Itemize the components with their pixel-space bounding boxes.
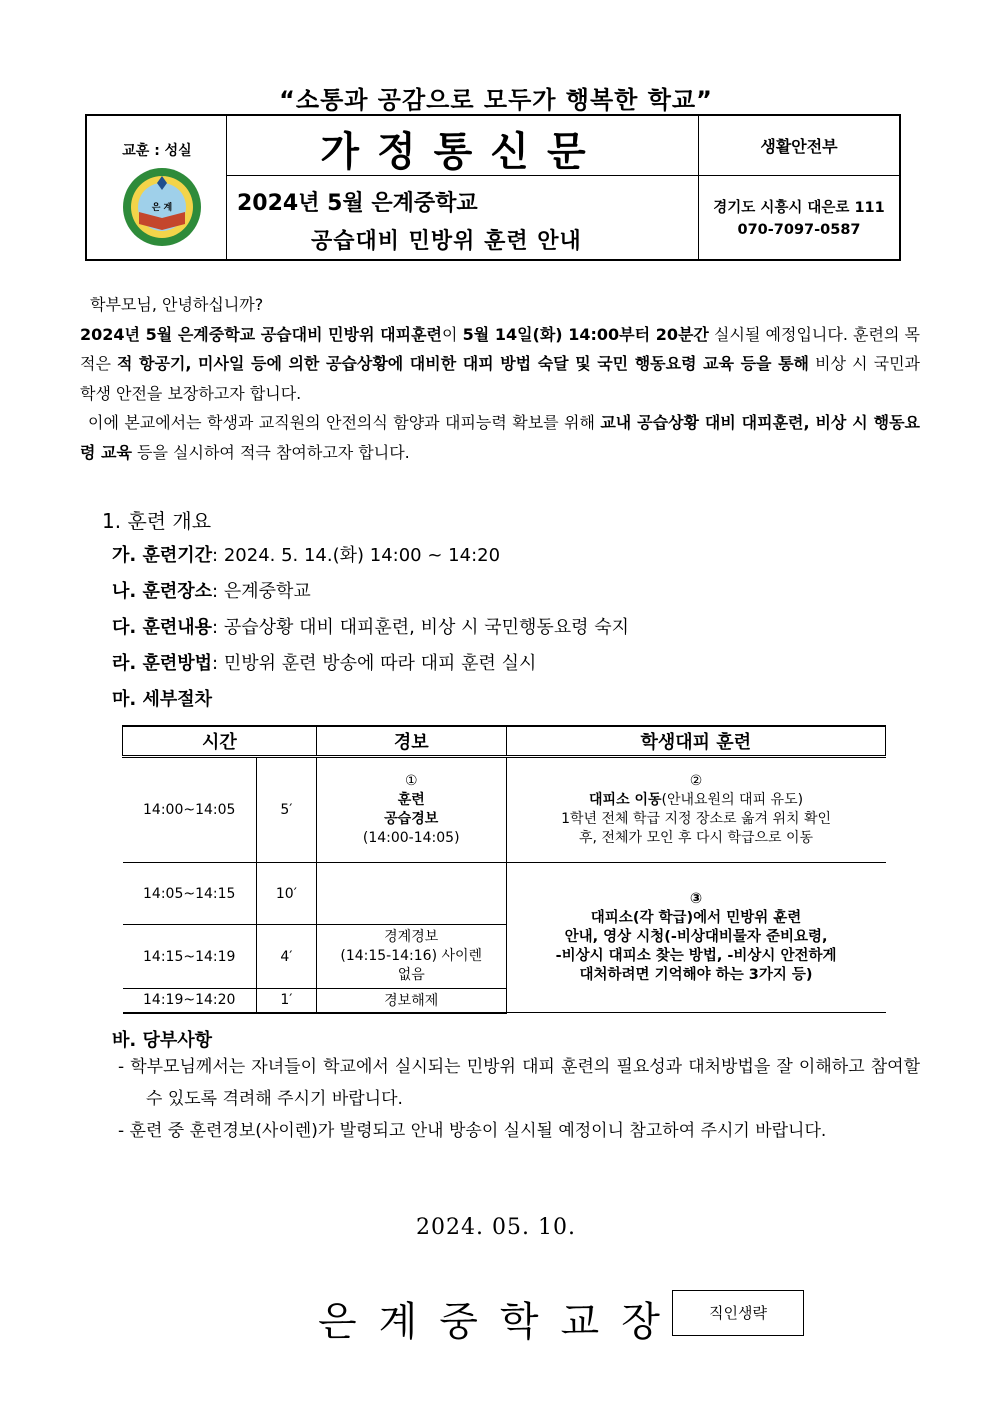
school-logo (121, 166, 203, 248)
duration-cell: 1′ (256, 989, 316, 1013)
alarm-cell: 경계경보 (14:15-14:16) 사이렌 없음 (316, 925, 506, 989)
table-row (123, 757, 886, 863)
note-item: - 학부모님께서는 자녀들이 학교에서 실시되는 민방위 대피 훈련의 필요성과 대처방법을 잘 이해하고 참여할 수 있도록 격려해 주시기 바랍니다. - 훈련 중 훈련경보(사이렌)가 발령되고 안내 방송이 실시될 예정이니 참고하여 주시기 바랍니다. (118, 1057, 920, 1141)
logo-text: 은 계 (151, 203, 173, 213)
time-cell: 14:00~14:05 (123, 757, 257, 863)
alarm-cell: 경보해제 (316, 989, 506, 1013)
alarm-cell (316, 863, 506, 925)
alarm-cell: ① 훈련 공습경보 (14:00-14:05) (316, 757, 506, 863)
notes-title: 바. 당부사항 (112, 1030, 213, 1051)
motto-label: 교훈 : 성실 (122, 143, 192, 159)
overview-item: 다. 훈련내용: 공습상황 대비 대피훈련, 비상 시 국민행동요령 숙지 (112, 617, 630, 638)
header-logo-cell (87, 116, 227, 259)
overview-item: 마. 세부절차 (112, 689, 213, 710)
intro-paragraph-1: 2024년 5월 은계중학교 공습대비 민방위 대피훈련이 5월 14일(화) 14:00부터 20분간 실시될 예정입니다. 훈련의 목적은 적 항공기, 미사일 등에 의한 공습상황에 대비한 대피 방법 숙달 및 국민 행동요령 교육 등을 통해 비상 시 국민과 학생 안전을 보장하고자 합니다. (80, 324, 921, 403)
school-motto: “소통과 공감으로 모두가 행복한 학교” (279, 86, 713, 114)
department: 생활안전부 (760, 137, 838, 156)
schedule-table (122, 725, 886, 1014)
time-cell: 14:19~14:20 (123, 989, 257, 1013)
school-address: 경기도 시흥시 대은로 111 (713, 200, 885, 216)
duration-cell: 10′ (256, 863, 316, 925)
intro-text (80, 290, 920, 467)
doc-title: 가정통신문 (320, 129, 604, 175)
greeting: 학부모님, 안녕하십니까? (90, 295, 264, 314)
evacuation-cell: ② 대피소 이동(안내요원의 대피 유도) 1학년 전체 학급 지정 장소로 옮겨 위치 확인 후, 전체가 모인 후 다시 학급으로 이동 (506, 757, 885, 863)
seal-omitted-box: 직인생략 (672, 1290, 804, 1336)
letter-header (85, 114, 901, 261)
school-phone: 070-7097-0587 (737, 222, 861, 238)
contact-cell (699, 176, 899, 259)
header-alarm: 경보 (316, 726, 506, 757)
duration-cell: 4′ (256, 925, 316, 989)
overview-item: 나. 훈련장소: 은계중학교 (112, 581, 311, 602)
intro-paragraph-2: 이에 본교에서는 학생과 교직원의 안전의식 함양과 대피능력 확보를 위해 교내 공습상황 대비 대피훈련, 비상 시 행동요령 교육 등을 실시하여 적극 참여하고자 합니다. (80, 413, 920, 462)
subtitle-line2: 공습대비 민방위 훈련 안내 (311, 229, 582, 254)
title-cell (227, 116, 699, 176)
table-header-row (123, 726, 886, 757)
overview-item: 가. 훈련기간: 2024. 5. 14.(화) 14:00 ~ 14:20 (112, 545, 501, 566)
header-evacuation: 학생대피 훈련 (506, 726, 885, 757)
time-cell: 14:05~14:15 (123, 863, 257, 925)
overview-item: 라. 훈련방법: 민방위 훈련 방송에 따라 대피 훈련 실시 (112, 653, 537, 674)
section-title: 1. 훈련 개요 (102, 509, 212, 533)
table-row (123, 863, 886, 925)
department-cell (699, 116, 899, 176)
subtitle-cell (227, 176, 699, 259)
issue-date: 2024. 05. 10. (416, 1215, 576, 1240)
subtitle-line1: 2024년 5월 은계중학교 (237, 191, 478, 216)
evacuation-cell: ③ 대피소(각 학급)에서 민방위 훈련 안내, 영상 시청(-비상대비물자 준비요령, -비상시 대피소 찾는 방법, -비상시 안전하게 대처하려면 기억해야 하는 3가지 등) (506, 863, 885, 1013)
time-cell: 14:15~14:19 (123, 925, 257, 989)
principal-signature: 은계중학교장 (318, 1299, 682, 1345)
header-time: 시간 (123, 726, 317, 757)
duration-cell: 5′ (256, 757, 316, 863)
